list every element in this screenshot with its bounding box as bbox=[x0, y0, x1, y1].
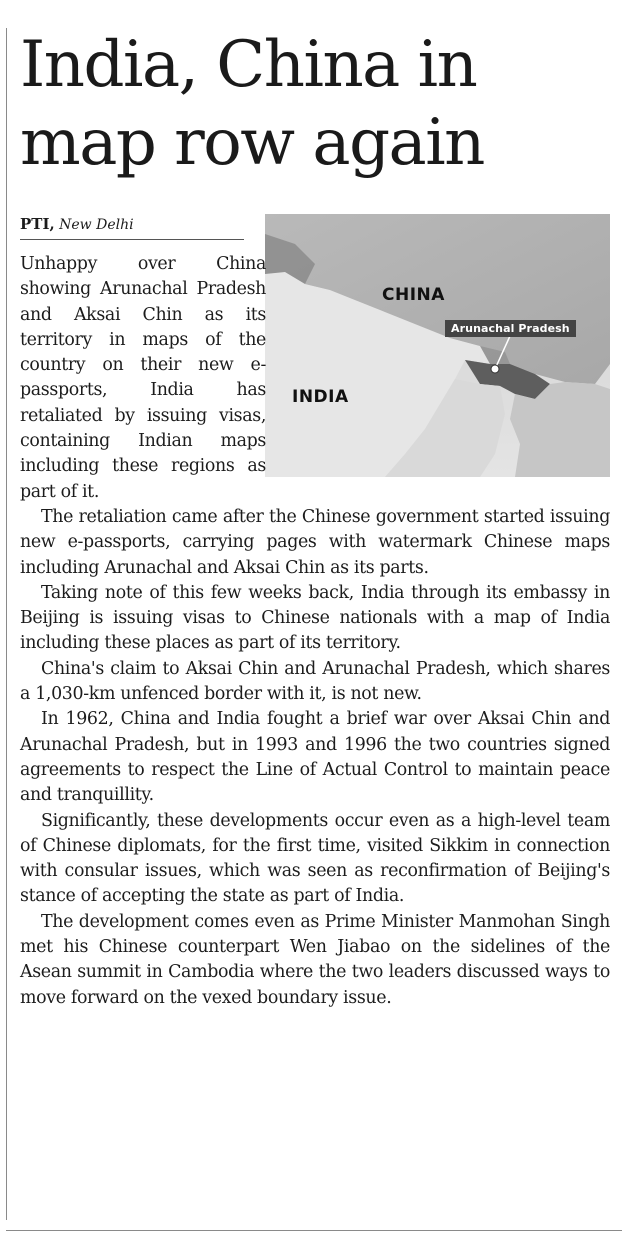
article-paragraph: In 1962, China and India fought a brief war over Aksai Chin and Arunachal Pradesh, but in 1993 and 1996 the two countries signed agreements to respect the Line of Actual Control to maintain peace and tranquillity. bbox=[20, 709, 610, 806]
column-rule-bottom bbox=[6, 1230, 622, 1231]
byline-agency: PTI, bbox=[20, 215, 55, 233]
map-label-india: INDIA bbox=[292, 387, 349, 407]
article-paragraph: China's claim to Aksai Chin and Arunachal Pradesh, which shares a 1,030-km unfenced border with it, is not new. bbox=[20, 658, 610, 705]
article-paragraph: Taking note of this few weeks back, India through its embassy in Beijing is issuing visas to Chinese nationals with a map of India including these places as part of its territory. bbox=[20, 582, 610, 654]
map-label-arunachal: Arunachal Pradesh bbox=[445, 320, 576, 337]
article-paragraph: Unhappy over China showing Arunachal Pradesh and Aksai Chin as its territory in maps of the country on their new e-passports, India has retaliated by issuing visas, containing Indian maps including these regions as part of it. bbox=[20, 254, 266, 502]
article-body bbox=[20, 252, 610, 1011]
byline bbox=[20, 214, 244, 240]
column-rule-left bbox=[6, 28, 7, 1220]
map-float-spacer bbox=[266, 252, 610, 504]
map-label-china: CHINA bbox=[382, 285, 445, 305]
article-paragraph: The development comes even as Prime Minister Manmohan Singh met his Chinese counterpart Wen Jiabao on the sidelines of the Asean summit in Cambodia where the two leaders discussed ways to move forward on the vexed boundary issue. bbox=[20, 911, 610, 1008]
article-paragraph: Significantly, these developments occur even as a high-level team of Chinese diplomats, for the first time, visited Sikkim in connection with consular issues, which was seen as reconfirmation of Beijing's stance of accepting the state as part of India. bbox=[20, 810, 610, 907]
headline: India, China in map row again bbox=[20, 28, 484, 180]
byline-place: New Delhi bbox=[59, 217, 134, 233]
article-paragraph: The retaliation came after the Chinese government started issuing new e-passports, carrying pages with watermark Chinese maps including Arunachal and Aksai Chin as its parts. bbox=[20, 506, 610, 578]
